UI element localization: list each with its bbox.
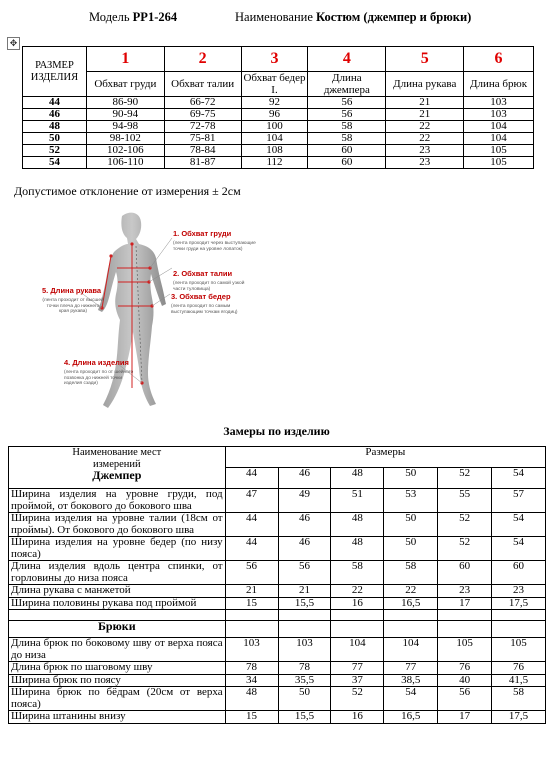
value-cell: 104 xyxy=(464,121,534,133)
measure-name: Ширина изделия на уровне бедер (по низу пояса) xyxy=(9,537,226,561)
column-number: 6 xyxy=(464,47,534,72)
measure-name: Ширина изделия на уровне талии (18см от проймы). От бокового до бокового шва xyxy=(9,513,226,537)
measure-name: Длина брюк по боковому шву от верха пояса до низа xyxy=(9,638,226,662)
name-prefix: Наименование xyxy=(235,10,313,24)
size-row xyxy=(23,109,534,121)
empty-cell xyxy=(225,621,278,638)
size-row xyxy=(23,121,534,133)
size-cell: 50 xyxy=(384,468,438,489)
measure-value: 60 xyxy=(438,561,492,585)
size-row xyxy=(23,145,534,157)
value-cell: 22 xyxy=(386,133,464,145)
value-cell: 102-106 xyxy=(86,145,164,157)
value-cell: 106-110 xyxy=(86,157,164,169)
measure-value: 21 xyxy=(225,585,278,598)
name-line xyxy=(235,10,471,25)
measure-header-row xyxy=(9,447,546,468)
measure-value: 34 xyxy=(225,674,278,687)
model-prefix: Модель xyxy=(89,10,130,24)
value-cell: 98-102 xyxy=(86,133,164,145)
measure-value: 78 xyxy=(278,662,331,675)
measure-value: 48 xyxy=(225,687,278,711)
size-cell: 50 xyxy=(23,133,87,145)
value-cell: 104 xyxy=(464,133,534,145)
value-cell: 86-90 xyxy=(86,97,164,109)
value-cell: 60 xyxy=(308,145,386,157)
value-cell: 21 xyxy=(386,97,464,109)
size-cell: 46 xyxy=(23,109,87,121)
value-cell: 78-84 xyxy=(164,145,241,157)
value-cell: 90-94 xyxy=(86,109,164,121)
tolerance-note: Допустимое отклонение от измерения ± 2см xyxy=(14,184,241,198)
measure-name: Длина рукава с манжетой xyxy=(9,585,226,598)
section-row xyxy=(9,621,546,638)
measure-value: 50 xyxy=(384,537,438,561)
measure-value: 17,5 xyxy=(492,597,546,610)
value-cell: 72-78 xyxy=(164,121,241,133)
measure-value: 22 xyxy=(331,585,384,598)
size-cell: 52 xyxy=(438,468,492,489)
empty-cell xyxy=(331,621,384,638)
measure-value: 78 xyxy=(225,662,278,675)
size-cell: 44 xyxy=(23,97,87,109)
measure-value: 57 xyxy=(492,489,546,513)
table-row xyxy=(9,489,546,513)
table-row xyxy=(9,585,546,598)
column-number: 1 xyxy=(86,47,164,72)
figure-label-sleeve: 5. Длина рукава (лента проходит от высшей точки плеча до нижнего края рукава) xyxy=(42,286,104,314)
measure-table xyxy=(8,446,546,724)
measure-value: 50 xyxy=(384,513,438,537)
figure-label-length: 4. Длина изделия (лента проходит по от шейного позвонка до нижней точки изделия сзади) xyxy=(64,358,134,386)
measure-value: 58 xyxy=(384,561,438,585)
measure-value: 22 xyxy=(384,585,438,598)
measure-value: 46 xyxy=(278,513,331,537)
measure-value: 16,5 xyxy=(384,711,438,724)
size-row xyxy=(23,97,534,109)
measure-value: 48 xyxy=(331,513,384,537)
value-cell: 108 xyxy=(241,145,308,157)
value-cell: 23 xyxy=(386,157,464,169)
value-cell: 56 xyxy=(308,109,386,121)
column-header: Обхват груди xyxy=(86,72,164,97)
table-row xyxy=(9,687,546,711)
table-row xyxy=(9,638,546,662)
column-header: Длина рукава xyxy=(386,72,464,97)
section-jumper: Джемпер xyxy=(92,468,142,482)
measure-name: Ширина брюк по бёдрам (20см от верха пояса) xyxy=(9,687,226,711)
size-cell: 54 xyxy=(23,157,87,169)
name-header-cell xyxy=(9,447,226,489)
table-row xyxy=(9,513,546,537)
measure-value: 76 xyxy=(438,662,492,675)
empty-cell xyxy=(278,621,331,638)
table-row xyxy=(9,662,546,675)
value-cell: 96 xyxy=(241,109,308,121)
measure-value: 16 xyxy=(331,597,384,610)
measure-table-title: Замеры по изделию xyxy=(223,424,330,438)
measure-value: 105 xyxy=(438,638,492,662)
value-cell: 21 xyxy=(386,109,464,121)
value-cell: 100 xyxy=(241,121,308,133)
column-header: Обхват бедер I. xyxy=(241,72,308,97)
measure-value: 47 xyxy=(225,489,278,513)
measure-value: 40 xyxy=(438,674,492,687)
value-cell: 81-87 xyxy=(164,157,241,169)
empty-cell xyxy=(331,610,384,621)
value-cell: 60 xyxy=(308,157,386,169)
measure-value: 51 xyxy=(331,489,384,513)
value-cell: 69-75 xyxy=(164,109,241,121)
figure-label-hips: 3. Обхват бедер (лента проходит по самым выступающим точкам ягодиц) xyxy=(171,292,238,315)
measure-value: 103 xyxy=(225,638,278,662)
empty-cell xyxy=(384,610,438,621)
value-cell: 112 xyxy=(241,157,308,169)
table-move-handle-icon[interactable]: ✥ xyxy=(7,37,20,50)
empty-cell xyxy=(438,610,492,621)
size-cell: 44 xyxy=(225,468,278,489)
size-header: РАЗМЕР ИЗДЕЛИЯ xyxy=(23,47,87,97)
size-table xyxy=(22,46,534,169)
measure-value: 23 xyxy=(492,585,546,598)
value-cell: 103 xyxy=(464,97,534,109)
figure-label-waist: 2. Обхват талии (лента проходит по самой узкой части туловища) xyxy=(173,269,245,292)
name-header: Наименование мест измерений xyxy=(72,447,162,470)
table-row xyxy=(9,674,546,687)
value-cell: 104 xyxy=(241,133,308,145)
name-value: Костюм (джемпер и брюки) xyxy=(316,10,472,24)
measure-value: 52 xyxy=(438,537,492,561)
measure-value: 54 xyxy=(492,537,546,561)
value-cell: 22 xyxy=(386,121,464,133)
measure-value: 53 xyxy=(384,489,438,513)
measure-value: 105 xyxy=(492,638,546,662)
measure-value: 56 xyxy=(225,561,278,585)
measure-value: 55 xyxy=(438,489,492,513)
empty-cell xyxy=(492,610,546,621)
measure-value: 58 xyxy=(331,561,384,585)
measure-name: Ширина половины рукава под проймой xyxy=(9,597,226,610)
measure-value: 54 xyxy=(492,513,546,537)
column-number: 4 xyxy=(308,47,386,72)
measure-value: 17 xyxy=(438,711,492,724)
measure-value: 104 xyxy=(384,638,438,662)
measure-value: 56 xyxy=(438,687,492,711)
table-row xyxy=(9,597,546,610)
measure-value: 44 xyxy=(225,537,278,561)
section-trousers: Брюки xyxy=(9,621,226,638)
value-cell: 92 xyxy=(241,97,308,109)
measure-value: 38,5 xyxy=(384,674,438,687)
measure-value: 58 xyxy=(492,687,546,711)
figure-label-chest: 1. Обхват груди (лента проходит через выступающие точки груди на уровне лопаток) xyxy=(173,229,256,252)
empty-cell xyxy=(492,621,546,638)
measure-value: 15,5 xyxy=(278,711,331,724)
measure-value: 16,5 xyxy=(384,597,438,610)
column-number: 5 xyxy=(386,47,464,72)
measure-value: 77 xyxy=(331,662,384,675)
measure-value: 15,5 xyxy=(278,597,331,610)
measure-value: 15 xyxy=(225,597,278,610)
value-cell: 56 xyxy=(308,97,386,109)
measure-value: 56 xyxy=(278,561,331,585)
measure-name: Ширина изделия на уровне груди, под проймой, от бокового до бокового шва xyxy=(9,489,226,513)
value-cell: 94-98 xyxy=(86,121,164,133)
measure-value: 17,5 xyxy=(492,711,546,724)
measure-name: Длина брюк по шаговому шву xyxy=(9,662,226,675)
measurement-figure xyxy=(40,208,265,413)
column-header: Обхват талии xyxy=(164,72,241,97)
size-cell: 52 xyxy=(23,145,87,157)
value-cell: 75-81 xyxy=(164,133,241,145)
measure-value: 44 xyxy=(225,513,278,537)
measure-value: 16 xyxy=(331,711,384,724)
size-cell: 48 xyxy=(331,468,384,489)
measure-value: 76 xyxy=(492,662,546,675)
column-header: Длина джемпера xyxy=(308,72,386,97)
size-row xyxy=(23,157,534,169)
measure-value: 41,5 xyxy=(492,674,546,687)
measure-name: Ширина штанины внизу xyxy=(9,711,226,724)
measure-value: 50 xyxy=(278,687,331,711)
spacer-row xyxy=(9,610,546,621)
size-cell: 48 xyxy=(23,121,87,133)
measure-value: 35,5 xyxy=(278,674,331,687)
value-cell: 58 xyxy=(308,121,386,133)
column-number: 2 xyxy=(164,47,241,72)
measure-value: 17 xyxy=(438,597,492,610)
value-cell: 23 xyxy=(386,145,464,157)
measure-value: 46 xyxy=(278,537,331,561)
table-row xyxy=(9,537,546,561)
measure-value: 103 xyxy=(278,638,331,662)
table-row xyxy=(9,561,546,585)
value-cell: 66-72 xyxy=(164,97,241,109)
sizes-header: Размеры xyxy=(225,447,545,468)
measure-value: 77 xyxy=(384,662,438,675)
measure-value: 21 xyxy=(278,585,331,598)
measure-name: Длина изделия вдоль центра спинки, от горловины до низа пояса xyxy=(9,561,226,585)
size-row xyxy=(23,133,534,145)
size-cell: 54 xyxy=(492,468,546,489)
measure-value: 52 xyxy=(331,687,384,711)
measure-value: 37 xyxy=(331,674,384,687)
measure-value: 15 xyxy=(225,711,278,724)
empty-cell xyxy=(438,621,492,638)
value-cell: 58 xyxy=(308,133,386,145)
model-line xyxy=(89,10,177,25)
measure-value: 49 xyxy=(278,489,331,513)
measure-name: Ширина брюк по поясу xyxy=(9,674,226,687)
measure-value: 60 xyxy=(492,561,546,585)
empty-cell xyxy=(384,621,438,638)
measure-value: 52 xyxy=(438,513,492,537)
measure-value: 54 xyxy=(384,687,438,711)
measure-value: 23 xyxy=(438,585,492,598)
value-cell: 105 xyxy=(464,157,534,169)
value-cell: 105 xyxy=(464,145,534,157)
table-row xyxy=(9,711,546,724)
empty-cell xyxy=(278,610,331,621)
model-code: PP1-264 xyxy=(132,10,178,24)
size-cell: 46 xyxy=(278,468,331,489)
column-header: Длина брюк xyxy=(464,72,534,97)
measure-value: 48 xyxy=(331,537,384,561)
empty-cell xyxy=(225,610,278,621)
column-number: 3 xyxy=(241,47,308,72)
value-cell: 103 xyxy=(464,109,534,121)
measure-value: 104 xyxy=(331,638,384,662)
